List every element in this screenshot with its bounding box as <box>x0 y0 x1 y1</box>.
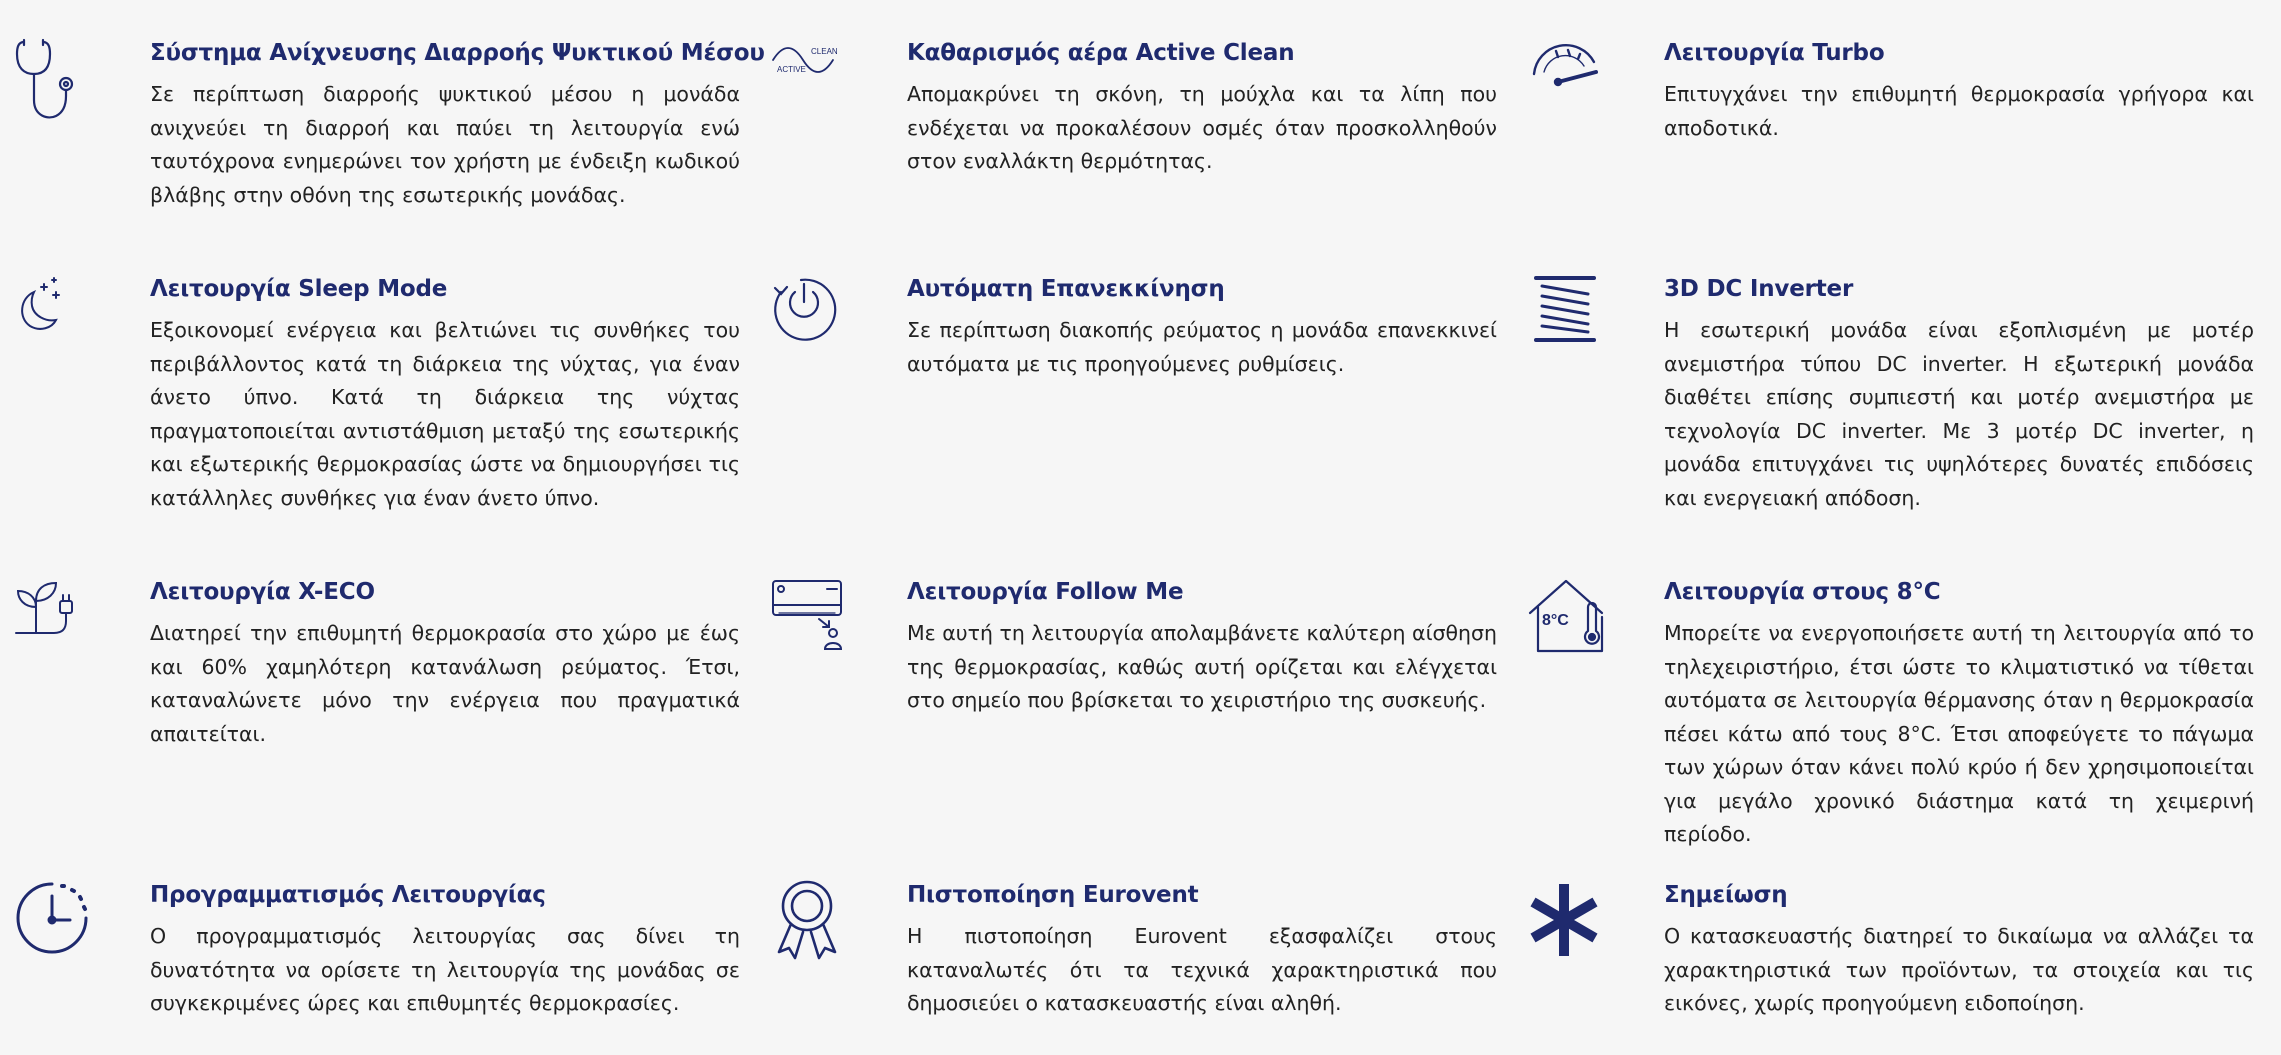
stethoscope-icon <box>14 38 104 128</box>
feature-description: Σε περίπτωση διακοπής ρεύματος η μονάδα επανεκκινεί αυτόματα με τις προηγούμενες ρυθμίσεις. <box>907 318 1497 376</box>
feature-description: Επιτυγχάνει την επιθυμητή θερμοκρασία γρήγορα και αποδοτικά. <box>1664 82 2254 140</box>
sleep-moon-icon <box>14 274 104 364</box>
feature-title: Λειτουργία Turbo <box>1664 40 1885 66</box>
feature-title: Αυτόματη Επανεκκίνηση <box>907 276 1225 302</box>
feature-description: Διατηρεί την επιθυμητή θερμοκρασία στο χώρο με έως και 60% χαμηλότερη κατανάλωση ρεύματος. Έτσι, καταναλώνετε μόνο την ενέργεια που πραγματικά απαιτείται. <box>150 621 740 746</box>
feature-title: Καθαρισμός αέρα Active Clean <box>907 40 1295 66</box>
active-clean-icon <box>771 38 861 128</box>
feature-description: Ο προγραμματισμός λειτουργίας σας δίνει τη δυνατότητα να ορίσετε τη λειτουργία της μονάδας σε συγκεκριμένες ώρες και επιθυμητές θερμοκρασίες. <box>150 924 740 1015</box>
eco-plug-icon <box>14 577 104 667</box>
asterisk-icon <box>1528 880 1618 970</box>
follow-me-icon <box>771 577 861 667</box>
icon-label-clean: CLEAN <box>811 47 838 56</box>
award-ribbon-icon <box>771 880 861 970</box>
inverter-coil-icon <box>1528 274 1618 364</box>
feature-description: Εξοικονομεί ενέργεια και βελτιώνει τις συνθήκες του περιβάλλοντος κατά τη διάρκεια της νύχτας, για έναν άνετο ύπνο. Κατά τη διάρκεια της νύχτας πραγματοποιείται αντιστάθμιση μεταξύ της εσωτερικής και εξωτερικής θερμοκρασίας ώστε να δημιουργήσει τις κατάλληλες συνθήκες για έναν άνετο ύπνο. <box>150 318 740 510</box>
feature-title: 3D DC Inverter <box>1664 276 1854 302</box>
auto-restart-icon <box>771 274 861 364</box>
feature-title: Λειτουργία στους 8°C <box>1664 579 1941 605</box>
feature-description: Σε περίπτωση διαρροής ψυκτικού μέσου η μονάδα ανιχνεύει τη διαρροή και παύει τη λειτουργία ενώ ταυτόχρονα ενημερώνει τον χρήστη με ένδειξη κωδικού βλάβης στην οθόνη της εσωτερικής μονάδας. <box>150 82 740 207</box>
feature-description: Απομακρύνει τη σκόνη, τη μούχλα και τα λίπη που ενδέχεται να προκαλέσουν οσμές όταν προσκολληθούν στον εναλλάκτη θερμότητας. <box>907 82 1497 173</box>
icon-label-active: ACTIVE <box>777 65 806 74</box>
feature-title: Λειτουργία Follow Me <box>907 579 1184 605</box>
feature-title: Σημείωση <box>1664 882 1788 908</box>
feature-title: Λειτουργία Sleep Mode <box>150 276 448 302</box>
feature-description: Με αυτή τη λειτουργία απολαμβάνετε καλύτερη αίσθηση της θερμοκρασίας, καθώς αυτή ορίζεται και ελέγχεται στο σημείο που βρίσκεται το χειριστήριο της συσκευής. <box>907 621 1498 712</box>
feature-title: Λειτουργία X-ECO <box>150 579 375 605</box>
feature-description: Ο κατασκευαστής διατηρεί το δικαίωμα να αλλάζει τα χαρακτηριστικά των προϊόντων, τα στοιχεία και τις εικόνες, χωρίς προηγούμενη ειδοποίηση. <box>1664 924 2254 1015</box>
timer-clock-icon <box>14 880 104 970</box>
feature-title: Πιστοποίηση Eurovent <box>907 882 1199 908</box>
icon-label-8c: 8°C <box>1542 612 1569 629</box>
feature-title: Σύστημα Ανίχνευσης Διαρροής Ψυκτικού Μέσου <box>150 40 765 66</box>
feature-description: Μπορείτε να ενεργοποιήσετε αυτή τη λειτουργία από το τηλεχειριστήριο, έτσι ώστε το κλιματιστικό να τίθεται αυτόματα σε λειτουργία θέρμανσης όταν η θερμοκρασία πέσει κάτω από τους 8°C. Έτσι αποφεύγετε το πάγωμα των χώρων όταν κάνει πολύ κρύο ή δεν χρησιμοποιείται για μεγάλο χρονικό διάστημα κατά τη χειμερινή περίοδο. <box>1664 621 2254 846</box>
feature-title: Προγραμματισμός Λειτουργίας <box>150 882 546 908</box>
house-thermometer-icon <box>1528 577 1618 667</box>
feature-description: Η πιστοποίηση Eurovent εξασφαλίζει στους καταναλωτές ότι τα τεχνικά χαρακτηριστικά που δημοσιεύει ο κατασκευαστής είναι αληθή. <box>907 924 1497 1015</box>
turbo-gauge-icon <box>1528 38 1618 128</box>
feature-description: Η εσωτερική μονάδα είναι εξοπλισμένη με μοτέρ ανεμιστήρα τύπου DC inverter. Η εξωτερική μονάδα διαθέτει επίσης συμπιεστή και μοτέρ ανεμιστήρα με τεχνολογία DC inverter. Με 3 μοτέρ DC inverter, η μονάδα επιτυγχάνει τις υψηλότερες δυνατές επιδόσεις και ενεργειακή απόδοση. <box>1664 318 2254 510</box>
